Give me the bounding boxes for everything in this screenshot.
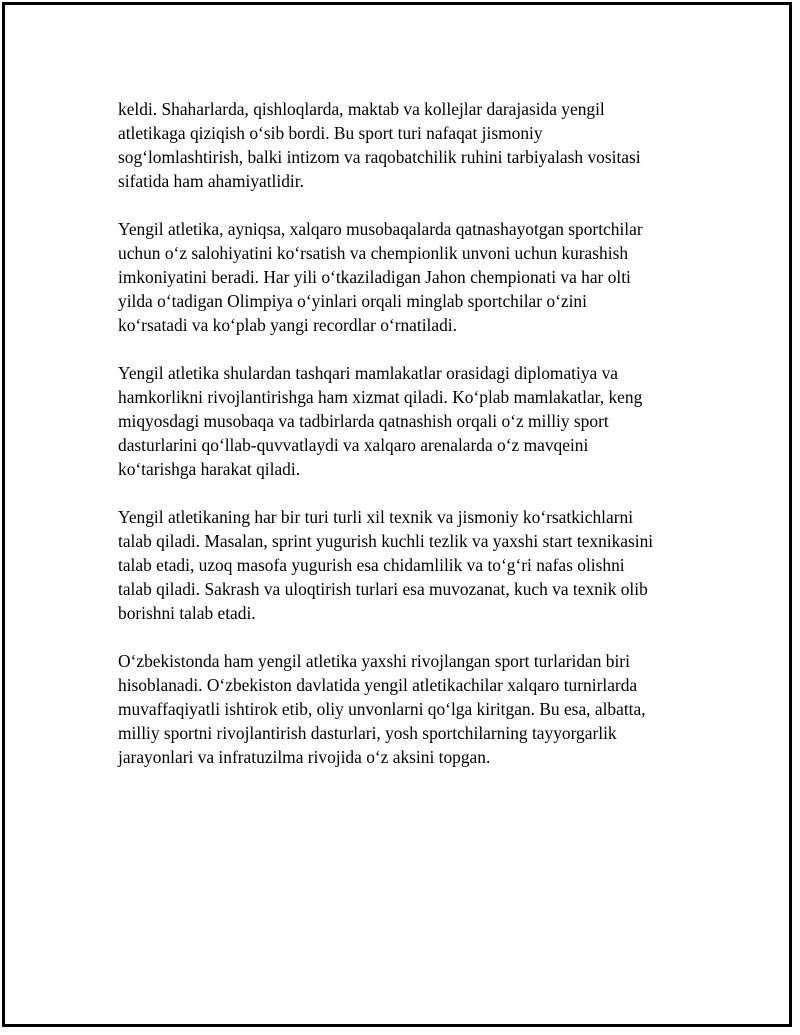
text-line: keldi. Shaharlarda, qishloqlarda, maktab va kollejlar darajasida yengil — [118, 99, 605, 119]
paragraph-2 — [118, 217, 700, 337]
text-line: uchun o‘z salohiyatini ko‘rsatish va chempionlik unvoni uchun kurashish — [118, 243, 629, 263]
text-line: imkoniyatini beradi. Har yili o‘tkaziladigan Jahon chempionati va har olti — [118, 267, 631, 287]
text-line: Yengil atletika shulardan tashqari mamlakatlar orasidagi diplomatiya va — [118, 363, 619, 383]
paragraph-5 — [118, 649, 700, 769]
text-line: Yengil atletikaning har bir turi turli xil texnik va jismoniy ko‘rsatkichlarni — [118, 507, 634, 527]
text-line: sifatida ham ahamiyatlidir. — [118, 171, 304, 191]
text-line: O‘zbekistonda ham yengil atletika yaxshi rivojlangan sport turlaridan biri — [118, 651, 630, 671]
text-line: hisoblanadi. O‘zbekiston davlatida yengil atletikachilar xalqaro turnirlarda — [118, 675, 638, 695]
paragraph-1 — [118, 97, 700, 193]
text-line: ko‘tarishga harakat qiladi. — [118, 459, 301, 479]
text-line: talab qiladi. Masalan, sprint yugurish kuchli tezlik va yaxshi start texnikasini — [118, 531, 654, 551]
text-line: hamkorlikni rivojlantirishga ham xizmat qiladi. Ko‘plab mamlakatlar, keng — [118, 387, 643, 407]
text-line: yilda o‘tadigan Olimpiya o‘yinlari orqali minglab sportchilar o‘zini — [118, 291, 587, 311]
text-line: milliy sportni rivojlantirish dasturlari, yosh sportchilarning tayyorgarlik — [118, 723, 617, 743]
paragraph-4 — [118, 505, 700, 625]
text-line: talab etadi, uzoq masofa yugurish esa chidamlilik va to‘g‘ri nafas olishni — [118, 555, 625, 575]
text-line: atletikaga qiziqish o‘sib bordi. Bu sport turi nafaqat jismoniy — [118, 123, 543, 143]
text-line: talab qiladi. Sakrash va uloqtirish turlari esa muvozanat, kuch va texnik olib — [118, 579, 648, 599]
document-body — [118, 97, 700, 793]
text-line: Yengil atletika, ayniqsa, xalqaro musobaqalarda qatnashayotgan sportchilar — [118, 219, 643, 239]
text-line: muvaffaqiyatli ishtirok etib, oliy unvonlarni qo‘lga kiritgan. Bu esa, albatta, — [118, 699, 646, 719]
text-line: miqyosdagi musobaqa va tadbirlarda qatnashish orqali o‘z milliy sport — [118, 411, 609, 431]
text-line: sog‘lomlashtirish, balki intizom va raqobatchilik ruhini tarbiyalash vositasi — [118, 147, 641, 167]
page-frame — [2, 2, 792, 1027]
text-line: ko‘rsatadi va ko‘plab yangi recordlar o‘rnatiladi. — [118, 315, 457, 335]
text-line: jarayonlari va infratuzilma rivojida o‘z aksini topgan. — [118, 747, 491, 767]
text-line: borishni talab etadi. — [118, 603, 256, 623]
paragraph-3 — [118, 361, 700, 481]
text-line: dasturlarini qo‘llab-quvvatlaydi va xalqaro arenalarda o‘z mavqeini — [118, 435, 589, 455]
